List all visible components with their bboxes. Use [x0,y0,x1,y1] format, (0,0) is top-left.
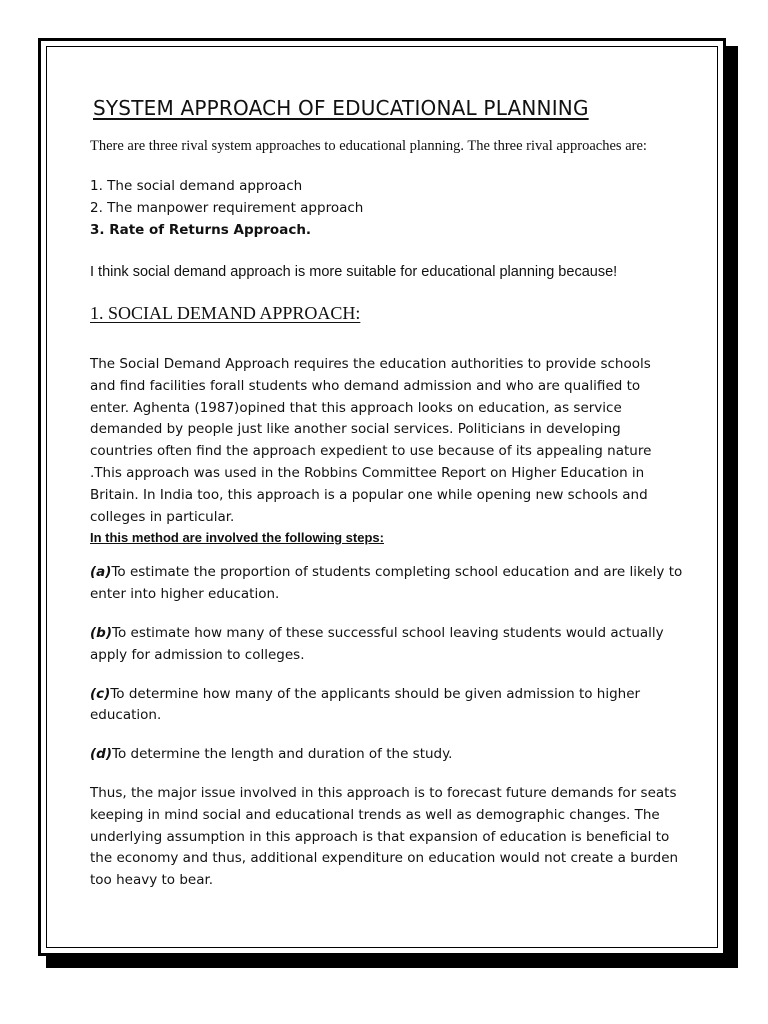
conclusion-paragraph: Thus, the major issue involved in this approach is to forecast future demands for seats keeping in mind social and educational trends as well as demographic changes. The underlying assumption in this approach is that expansion of education is beneficial to the economy and thus, additional expenditure on education would not create a burden too heavy to bear. [90,784,679,889]
step-text: To estimate how many of these successful school leaving students would actually apply for admission to colleges. [90,624,664,663]
section-heading: 1. SOCIAL DEMAND APPROACH: [90,303,361,323]
step-item [90,562,685,606]
step-tag: (b) [90,624,113,641]
step-tag: (a) [90,564,112,581]
step-item [90,623,685,667]
document-content [90,96,690,892]
body-paragraph: The Social Demand Approach requires the education authorities to provide schools and find facilities forall students who demand admission and who are qualified to enter. Aghenta (1987)opined that this approach looks on education, as service demanded by people just like another social services. Politicians in developing countries often find the approach expedient to use because of its appealing nature .This approach was used in the Robbins Committee Report on Higher Education in Britain. In India too, this approach is a popular one while opening new schools and colleges in particular. [90,356,652,525]
intro-text: There are three rival system approaches to educational planning. The three rival approaches are: [90,138,647,154]
approach-list [90,175,690,241]
step-text: To determine the length and duration of the study. [112,746,453,763]
approach-item: 3. Rate of Returns Approach. [90,222,312,238]
step-tag: (d) [90,746,113,763]
steps-heading: In this method are involved the following steps: [90,530,384,546]
step-tag: (c) [90,685,111,702]
opinion-text: I think social demand approach is more suitable for educational planning because! [90,264,618,280]
step-item [90,744,685,766]
approach-item: 2. The manpower requirement approach [90,200,364,216]
approach-item: 1. The social demand approach [90,178,303,194]
step-item [90,684,685,728]
document-title: SYSTEM APPROACH OF EDUCATIONAL PLANNING [93,96,589,120]
step-text: To estimate the proportion of students completing school education and are likely to enter into higher education. [90,564,683,603]
step-text: To determine how many of the applicants should be given admission to higher education. [90,685,641,724]
